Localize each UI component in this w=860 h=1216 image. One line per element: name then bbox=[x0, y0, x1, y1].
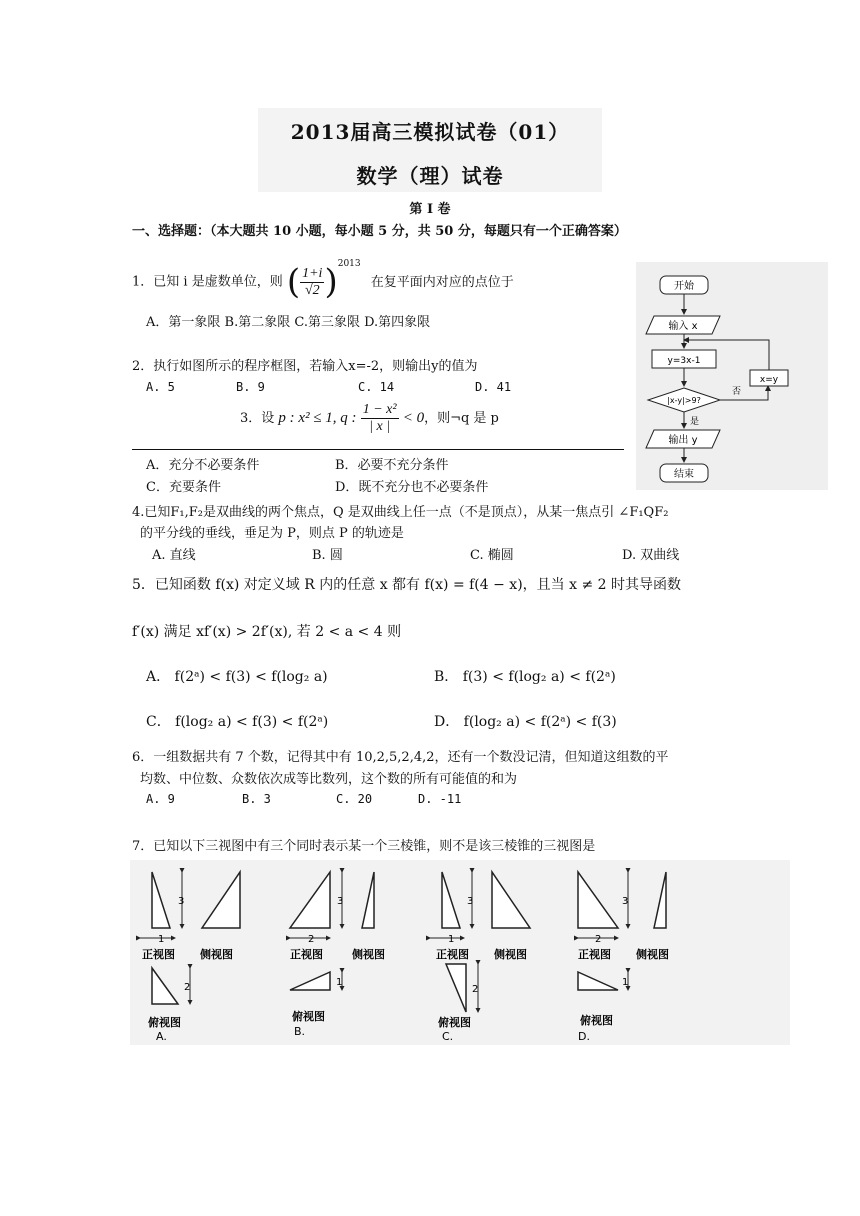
flow-assign bbox=[652, 350, 716, 368]
q2-option-a: A. 5 bbox=[146, 380, 175, 394]
divider-line bbox=[132, 449, 624, 450]
part-label: 第 I 卷 bbox=[409, 202, 451, 217]
flow-update bbox=[750, 370, 788, 386]
q1-numerator: 1+i bbox=[302, 265, 323, 281]
b-front-label: 正视图 bbox=[290, 948, 323, 961]
exam-subtitle: 数学（理）试卷 bbox=[356, 164, 504, 188]
q3-post: ，则¬q 是 p bbox=[424, 411, 499, 426]
q2-stem: 2．执行如图所示的程序框图，若输入x=-2，则输出y的值为 bbox=[132, 359, 478, 374]
svg-text:|x-y|>9?: |x-y|>9? bbox=[667, 396, 701, 405]
a-front-height: 3 bbox=[178, 896, 185, 907]
q5-option-b: B． f(3) < f(log₂ a) < f(2ᵃ) bbox=[434, 669, 616, 685]
q4-option-c: C. 椭圆 bbox=[470, 548, 514, 563]
title-block bbox=[258, 108, 602, 192]
b-letter: B. bbox=[294, 1025, 306, 1038]
a-top-height: 2 bbox=[184, 982, 191, 993]
b-top-height: 1 bbox=[336, 977, 343, 988]
q6-line1: 6．一组数据共有 7 个数，记得其中有 10,2,5,2,4,2，还有一个数没记清，但知道这组数的平 bbox=[132, 750, 669, 765]
d-front-label: 正视图 bbox=[578, 948, 611, 961]
svg-text:y=3x-1: y=3x-1 bbox=[667, 356, 701, 366]
c-top-label: 俯视图 bbox=[438, 1016, 471, 1029]
q1-denominator: √2 bbox=[304, 282, 320, 298]
q1-stem: 1．已知 i 是虚数单位，则 ( $\frac{1+i}{√2}$ )$^{2013}$ 在复平面内对应的点位于 bbox=[132, 259, 514, 302]
c-front-height: 3 bbox=[467, 896, 474, 907]
q4-option-a: A. 直线 bbox=[152, 548, 196, 563]
q1-options: A．第一象限 B.第二象限 C.第三象限 D.第四象限 bbox=[146, 315, 431, 330]
q2-option-b: B. 9 bbox=[236, 380, 265, 394]
q5-line1: 5．已知函数 f(x) 对定义域 R 内的任意 x 都有 f(x) = f(4 − x)，且当 x ≠ 2 时其导函数 bbox=[132, 577, 681, 593]
c-front-width: 1 bbox=[448, 934, 455, 945]
q3-option-d: D．既不充分也不必要条件 bbox=[335, 480, 489, 495]
flow-start bbox=[660, 276, 708, 294]
q5-line2: f′(x) 满足 xf′(x) > 2f′(x), 若 2 < a < 4 则 bbox=[132, 624, 402, 640]
three-view-figures bbox=[130, 860, 790, 1045]
b-top-label: 俯视图 bbox=[292, 1010, 325, 1023]
a-side-label: 侧视图 bbox=[200, 948, 233, 961]
q3-option-a: A．充分不必要条件 bbox=[146, 458, 260, 473]
q4-option-b: B. 圆 bbox=[312, 548, 343, 563]
q5-option-c: C． f(log₂ a) < f(3) < f(2ᵃ) bbox=[146, 714, 329, 730]
d-letter: D. bbox=[578, 1030, 590, 1043]
b-front-width: 2 bbox=[308, 934, 315, 945]
q3-pre: 3．设 bbox=[240, 411, 275, 426]
d-front-height: 3 bbox=[622, 896, 629, 907]
flow-input bbox=[646, 316, 720, 334]
svg-text:开始: 开始 bbox=[674, 281, 694, 292]
flow-no-label: 否 bbox=[732, 387, 742, 397]
svg-text:x=y: x=y bbox=[759, 375, 779, 385]
q1-exponent: 2013 bbox=[337, 259, 361, 270]
q3-expr2: < 0 bbox=[402, 410, 425, 426]
a-top-label: 俯视图 bbox=[148, 1016, 181, 1029]
section-heading: 一、选择题：（本大题共 10 小题，每小题 5 分，共 50 分，每题只有一个正确答案） bbox=[132, 224, 627, 239]
flow-output bbox=[646, 430, 720, 448]
c-letter: C. bbox=[442, 1030, 454, 1043]
q3-numerator: 1 − x² bbox=[362, 402, 397, 417]
q4-option-d: D. 双曲线 bbox=[622, 548, 680, 563]
q1-pre: 1．已知 i 是虚数单位，则 bbox=[132, 274, 283, 290]
q2-option-d: D. 41 bbox=[475, 380, 512, 394]
q1-post: 在复平面内对应的点位于 bbox=[370, 274, 514, 290]
q3-option-b: B．必要不充分条件 bbox=[335, 458, 449, 473]
c-top-height: 2 bbox=[472, 984, 479, 995]
d-side-label: 侧视图 bbox=[636, 948, 669, 961]
flow-end bbox=[660, 464, 708, 482]
b-side-label: 侧视图 bbox=[352, 948, 385, 961]
q3-stem bbox=[240, 402, 499, 435]
q3-option-c: C．充要条件 bbox=[146, 480, 221, 495]
d-top-height: 1 bbox=[622, 977, 629, 988]
flow-yes-label: 是 bbox=[690, 417, 700, 427]
svg-text:输入 x: 输入 x bbox=[668, 321, 698, 332]
svg-text:输出 y: 输出 y bbox=[668, 435, 698, 446]
q1-fraction bbox=[300, 266, 324, 299]
exam-title: 2013届高三模拟试卷（01） bbox=[290, 120, 570, 144]
q5-option-d: D． f(log₂ a) < f(2ᵃ) < f(3) bbox=[434, 714, 617, 730]
q6-option-c: C. 20 bbox=[336, 792, 373, 806]
flowchart bbox=[636, 262, 828, 490]
q6-line2: 均数、中位数、众数依次成等比数列，这个数的所有可能值的和为 bbox=[140, 772, 518, 787]
a-front-width: 1 bbox=[158, 934, 165, 945]
a-letter: A. bbox=[156, 1030, 167, 1043]
d-front-width: 2 bbox=[595, 934, 602, 945]
c-side-label: 侧视图 bbox=[494, 948, 527, 961]
q6-option-a: A. 9 bbox=[146, 792, 175, 806]
q2-option-c: C. 14 bbox=[358, 380, 395, 394]
q6-option-b: B. 3 bbox=[242, 792, 271, 806]
q7-stem: 7．已知以下三视图中有三个同时表示某一个三棱锥，则不是该三棱锥的三视图是 bbox=[132, 839, 596, 854]
q3-denominator: | x | bbox=[369, 419, 391, 434]
q5-option-a: A． f(2ᵃ) < f(3) < f(log₂ a) bbox=[146, 669, 328, 685]
svg-text:结束: 结束 bbox=[674, 469, 694, 480]
q4-line2: 的平分线的垂线，垂足为 P，则点 P 的轨迹是 bbox=[140, 526, 404, 541]
q6-option-d: D. -11 bbox=[418, 792, 462, 806]
c-front-label: 正视图 bbox=[436, 948, 469, 961]
q3-expr1: p : x² ≤ 1, q : bbox=[278, 410, 357, 426]
q3-fraction bbox=[361, 402, 399, 435]
a-front-label: 正视图 bbox=[142, 948, 175, 961]
d-top-label: 俯视图 bbox=[580, 1014, 613, 1027]
b-front-height: 3 bbox=[337, 896, 344, 907]
q4-line1: 4.已知F₁,F₂是双曲线的两个焦点，Q 是双曲线上任一点（不是顶点），从某一焦点引 ∠F₁QF₂ bbox=[132, 505, 669, 520]
